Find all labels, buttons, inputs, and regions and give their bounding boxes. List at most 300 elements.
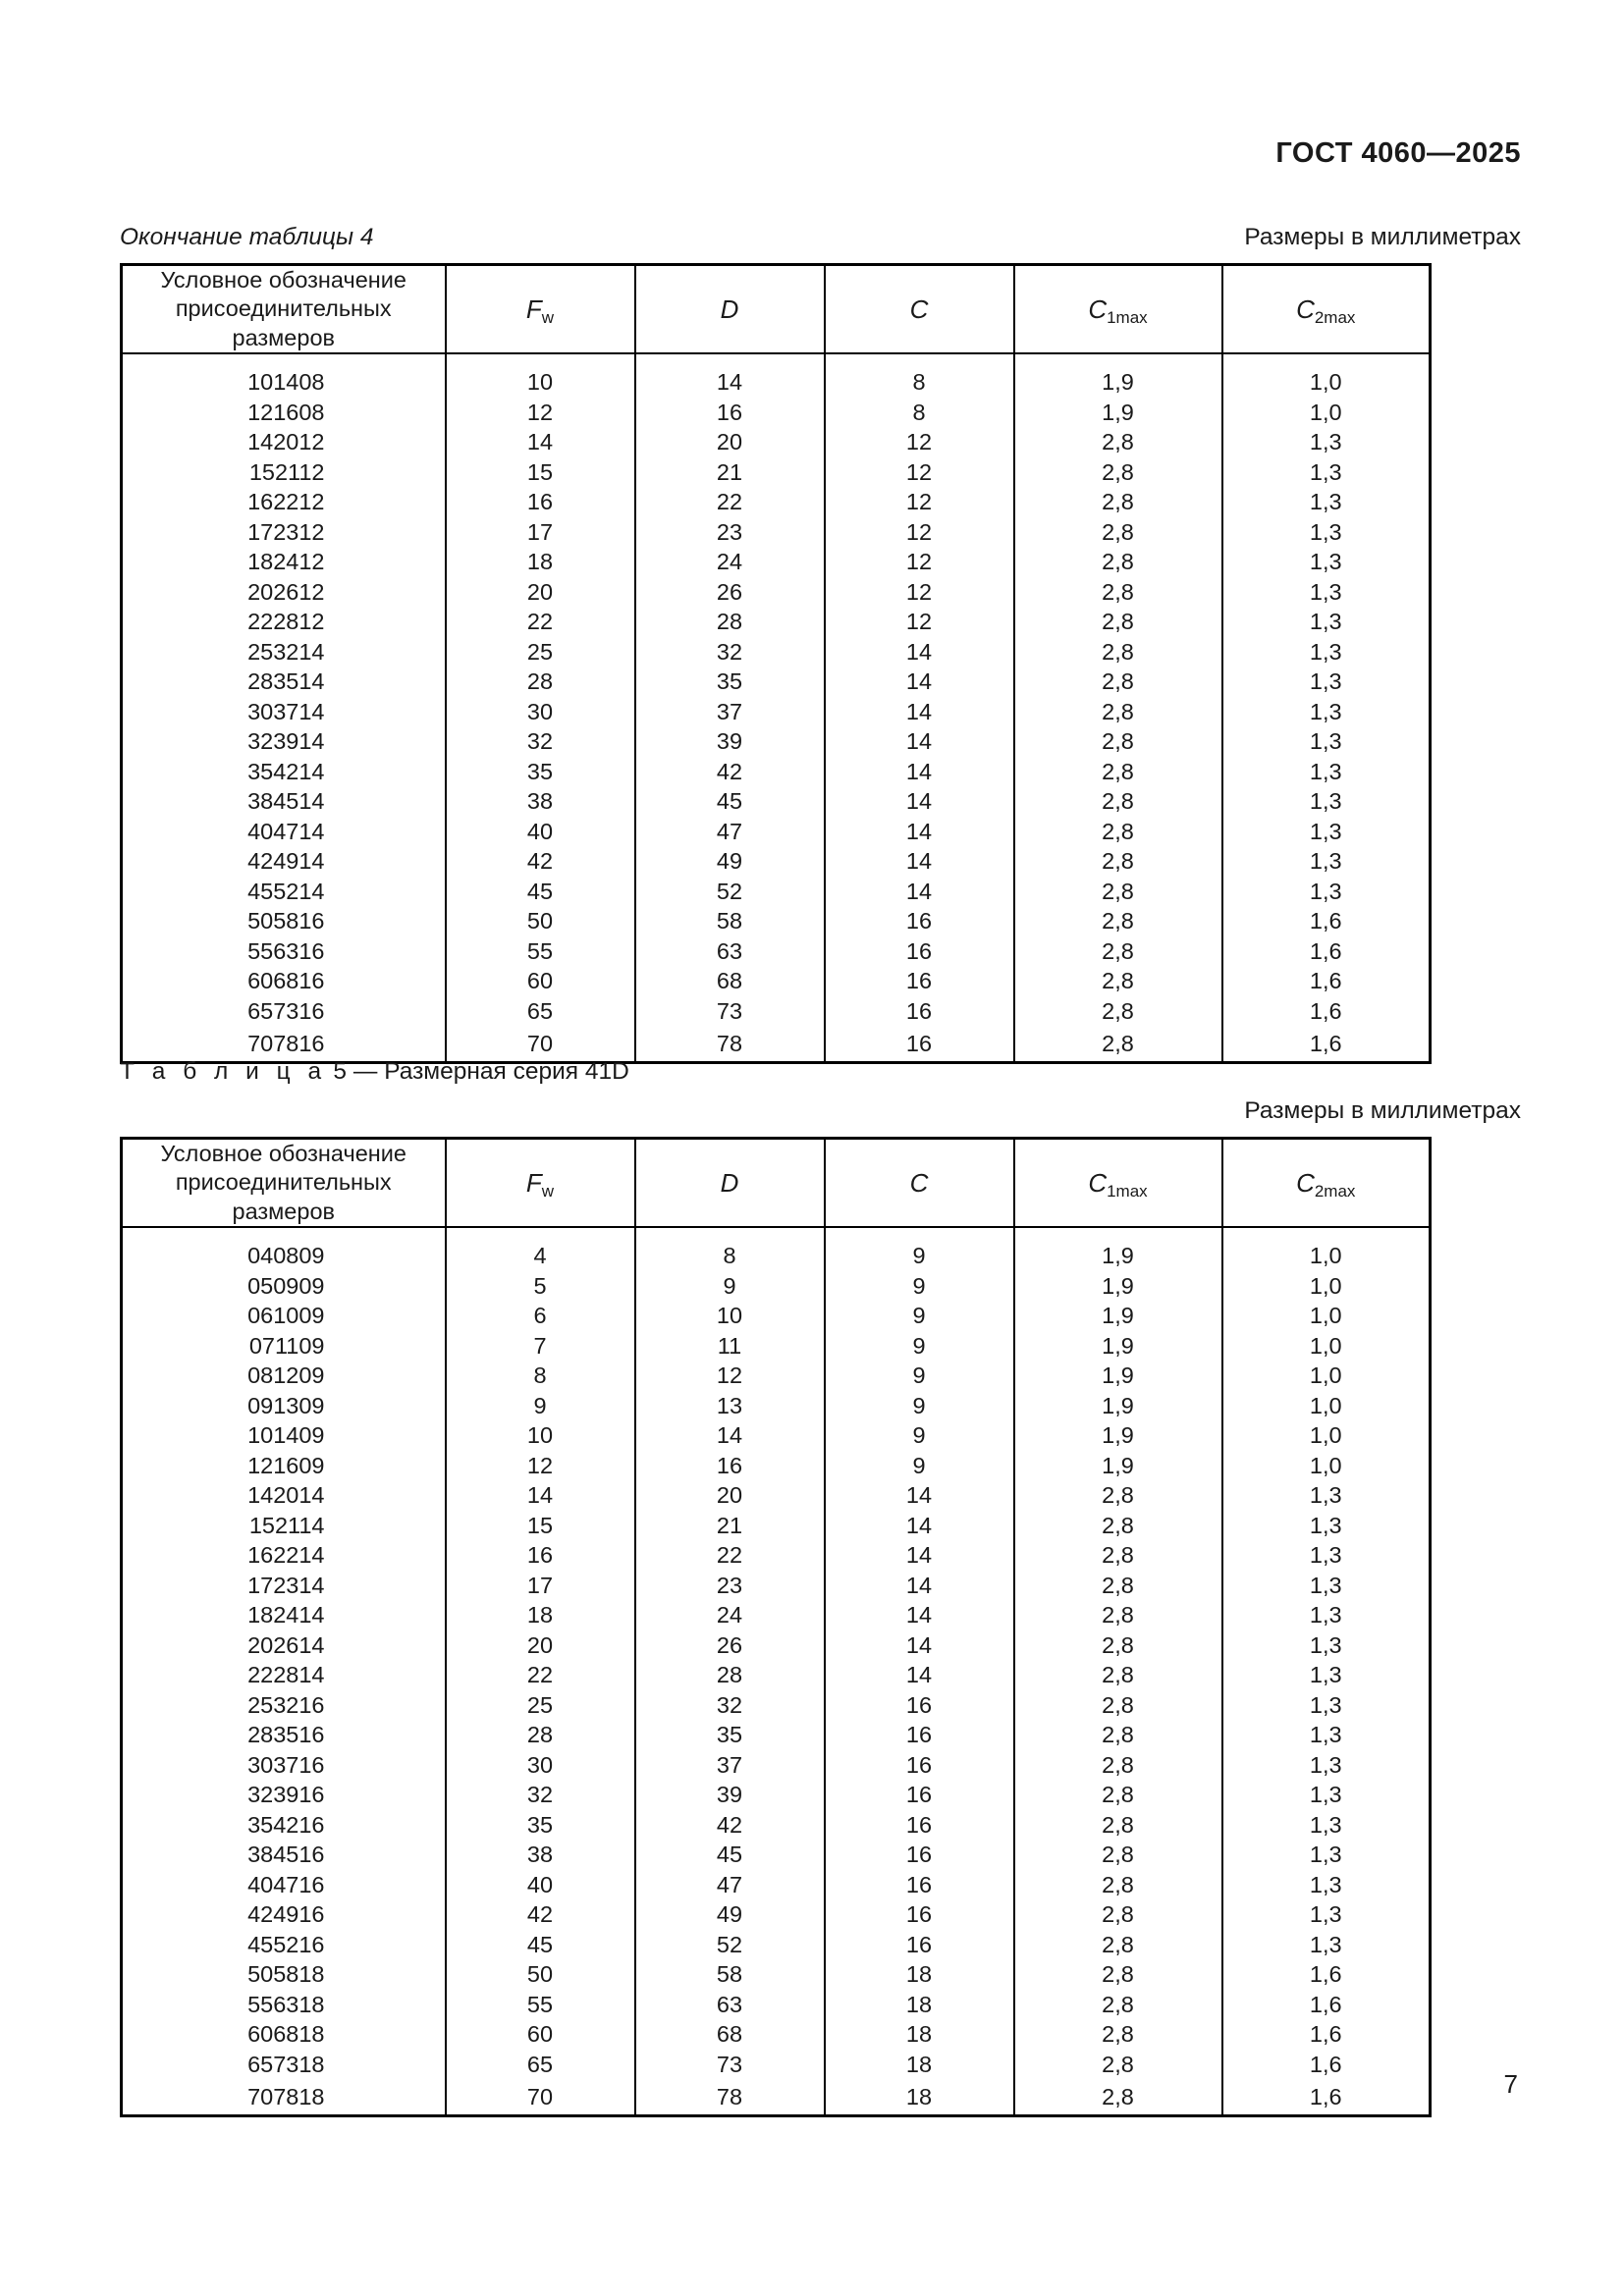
table4-units-note: Размеры в миллиметрах (1244, 224, 1521, 250)
cell-designation: 040809 (122, 1241, 446, 1271)
table-cell: 12 (825, 547, 1014, 577)
table5-caption-title: Размерная серия 41D (384, 1058, 629, 1085)
table-row (122, 1391, 1431, 1421)
column-header-designation (122, 265, 446, 354)
table5-caption (120, 1058, 629, 1086)
table-row (122, 726, 1431, 757)
cell-designation: 707818 (122, 2079, 446, 2116)
table-cell: 20 (446, 1630, 635, 1661)
table-cell: 2,8 (1014, 1780, 1222, 1810)
cell-designation: 384514 (122, 786, 446, 817)
table-cell: 7 (446, 1331, 635, 1362)
cell-designation: 162214 (122, 1540, 446, 1571)
table-cell: 42 (446, 1899, 635, 1930)
cell-designation: 323916 (122, 1780, 446, 1810)
table-cell: 1,6 (1222, 996, 1431, 1027)
table-row (122, 817, 1431, 847)
table-cell: 2,8 (1014, 1600, 1222, 1630)
table-cell: 1,3 (1222, 877, 1431, 907)
table-row (122, 1870, 1431, 1900)
table-cell: 14 (825, 1571, 1014, 1601)
table-cell: 55 (446, 936, 635, 967)
fw-symbol: F (525, 294, 542, 324)
cell-designation: 303716 (122, 1750, 446, 1781)
table-cell: 8 (635, 1241, 825, 1271)
table-cell: 16 (825, 996, 1014, 1027)
table-row (122, 367, 1431, 398)
cell-designation: 606816 (122, 966, 446, 996)
table-cell: 60 (446, 966, 635, 996)
table-cell: 38 (446, 786, 635, 817)
table-cell: 1,9 (1014, 1361, 1222, 1391)
table-cell: 16 (825, 1780, 1014, 1810)
table-row (122, 936, 1431, 967)
table-cell: 1,9 (1014, 1271, 1222, 1302)
table-cell: 49 (635, 1899, 825, 1930)
table-cell: 73 (635, 996, 825, 1027)
table-cell: 14 (825, 817, 1014, 847)
table-cell: 18 (825, 2019, 1014, 2050)
table-cell: 9 (446, 1391, 635, 1421)
table-cell: 45 (635, 786, 825, 817)
table-cell: 14 (825, 846, 1014, 877)
table-cell: 2,8 (1014, 1571, 1222, 1601)
table-cell: 2,8 (1014, 1990, 1222, 2020)
table-cell: 2,8 (1014, 1810, 1222, 1841)
table-row (122, 607, 1431, 637)
table-cell: 78 (635, 2079, 825, 2116)
table-cell: 1,3 (1222, 846, 1431, 877)
table-cell: 14 (825, 1511, 1014, 1541)
table-row (122, 2050, 1431, 2080)
designation-line-2: присоединительных размеров (175, 295, 392, 350)
fw-subscript: w (541, 1181, 555, 1201)
table-cell: 52 (635, 1930, 825, 1960)
table-cell: 12 (825, 427, 1014, 457)
cell-designation: 081209 (122, 1361, 446, 1391)
table-cell: 6 (446, 1301, 635, 1331)
table-cell: 45 (446, 1930, 635, 1960)
table-cell: 2,8 (1014, 1660, 1222, 1690)
table-cell: 32 (635, 1690, 825, 1721)
table-cell: 12 (825, 457, 1014, 488)
cell-designation: 101408 (122, 367, 446, 398)
table-cell: 1,3 (1222, 697, 1431, 727)
table4-caption-row (120, 224, 1521, 251)
table-cell: 70 (446, 2079, 635, 2116)
cell-designation: 071109 (122, 1331, 446, 1362)
table-cell: 9 (825, 1301, 1014, 1331)
table-cell: 2,8 (1014, 487, 1222, 517)
table5-caption-number: 5 (333, 1058, 348, 1085)
table-cell: 23 (635, 1571, 825, 1601)
table-cell: 13 (635, 1391, 825, 1421)
d-symbol: D (720, 294, 739, 324)
table-cell: 2,8 (1014, 1870, 1222, 1900)
table-cell: 14 (825, 1660, 1014, 1690)
table-cell: 16 (635, 398, 825, 428)
table-cell: 68 (635, 2019, 825, 2050)
table-cell: 9 (825, 1451, 1014, 1481)
table-cell: 2,8 (1014, 547, 1222, 577)
table-cell: 1,0 (1222, 1451, 1431, 1481)
table-cell: 14 (825, 1600, 1014, 1630)
table-cell: 35 (635, 667, 825, 697)
table-cell: 1,3 (1222, 786, 1431, 817)
table-cell: 25 (446, 1690, 635, 1721)
table-cell: 1,3 (1222, 517, 1431, 548)
cell-designation: 172312 (122, 517, 446, 548)
cell-designation: 182412 (122, 547, 446, 577)
table-cell: 20 (446, 577, 635, 608)
table-cell: 1,3 (1222, 1780, 1431, 1810)
table-cell: 1,0 (1222, 1271, 1431, 1302)
c2-symbol: C (1296, 1167, 1315, 1198)
table-cell: 1,9 (1014, 1331, 1222, 1362)
table-cell: 63 (635, 936, 825, 967)
cell-designation: 152112 (122, 457, 446, 488)
table-cell: 1,3 (1222, 1810, 1431, 1841)
table-row (122, 1241, 1431, 1271)
table4-header-rule (122, 353, 1431, 367)
table-cell: 16 (825, 1026, 1014, 1063)
cell-designation: 404714 (122, 817, 446, 847)
table-cell: 12 (825, 487, 1014, 517)
table-cell: 2,8 (1014, 1959, 1222, 1990)
table-cell: 12 (825, 577, 1014, 608)
table-cell: 2,8 (1014, 2079, 1222, 2116)
designation-line-1: Условное обозначение (160, 1141, 406, 1166)
table-cell: 9 (825, 1271, 1014, 1302)
c2-subscript: 2max (1314, 1181, 1356, 1201)
table-cell: 9 (635, 1271, 825, 1302)
table-cell: 1,3 (1222, 726, 1431, 757)
table-cell: 20 (635, 1480, 825, 1511)
table5-units-row (120, 1097, 1521, 1125)
table-cell: 2,8 (1014, 936, 1222, 967)
table-row (122, 1780, 1431, 1810)
table-row (122, 846, 1431, 877)
table-row (122, 1750, 1431, 1781)
table-cell: 2,8 (1014, 966, 1222, 996)
table-cell: 65 (446, 2050, 635, 2080)
table-cell: 16 (825, 1840, 1014, 1870)
table-cell: 1,0 (1222, 1420, 1431, 1451)
table-cell: 2,8 (1014, 2019, 1222, 2050)
table-cell: 1,6 (1222, 1026, 1431, 1063)
table-cell: 73 (635, 2050, 825, 2080)
table-row (122, 1720, 1431, 1750)
table-cell: 9 (825, 1361, 1014, 1391)
table-cell: 2,8 (1014, 1511, 1222, 1541)
c-symbol: C (909, 294, 929, 324)
table-cell: 42 (635, 757, 825, 787)
table-cell: 23 (635, 517, 825, 548)
table5-caption-dash: — (352, 1058, 378, 1085)
cell-designation: 606818 (122, 2019, 446, 2050)
table-cell: 14 (825, 1540, 1014, 1571)
table-cell: 16 (825, 1870, 1014, 1900)
table-cell: 16 (825, 906, 1014, 936)
table-cell: 9 (825, 1331, 1014, 1362)
table-cell: 14 (825, 877, 1014, 907)
table-cell: 2,8 (1014, 517, 1222, 548)
table-cell: 32 (635, 637, 825, 667)
cell-designation: 162212 (122, 487, 446, 517)
table-cell: 1,6 (1222, 2019, 1431, 2050)
table-cell: 11 (635, 1331, 825, 1362)
table-row (122, 757, 1431, 787)
cell-designation: 121609 (122, 1451, 446, 1481)
table5-header-rule (122, 1227, 1431, 1241)
cell-designation: 556316 (122, 936, 446, 967)
table-cell: 1,3 (1222, 1690, 1431, 1721)
table-cell: 45 (635, 1840, 825, 1870)
table-cell: 1,3 (1222, 667, 1431, 697)
table-cell: 16 (825, 1899, 1014, 1930)
table-cell: 4 (446, 1241, 635, 1271)
cell-designation: 202614 (122, 1630, 446, 1661)
table-cell: 2,8 (1014, 607, 1222, 637)
table-cell: 18 (825, 1990, 1014, 2020)
table-cell: 1,9 (1014, 367, 1222, 398)
table-cell: 1,3 (1222, 1480, 1431, 1511)
table-cell: 35 (635, 1720, 825, 1750)
table-cell: 1,6 (1222, 936, 1431, 967)
table-cell: 1,9 (1014, 1420, 1222, 1451)
table-cell: 12 (825, 517, 1014, 548)
table-cell: 78 (635, 1026, 825, 1063)
table-cell: 1,0 (1222, 1391, 1431, 1421)
table4-wrapper (120, 263, 1429, 1064)
table-cell: 2,8 (1014, 2050, 1222, 2080)
table-cell: 1,3 (1222, 1750, 1431, 1781)
table-cell: 50 (446, 1959, 635, 1990)
table-cell: 2,8 (1014, 1840, 1222, 1870)
cell-designation: 707816 (122, 1026, 446, 1063)
table-row (122, 1571, 1431, 1601)
table-cell: 2,8 (1014, 637, 1222, 667)
table-cell: 1,0 (1222, 1241, 1431, 1271)
table-cell: 60 (446, 2019, 635, 2050)
column-header-c2max (1222, 265, 1431, 354)
table-cell: 37 (635, 1750, 825, 1781)
table-cell: 14 (825, 726, 1014, 757)
table-cell: 1,3 (1222, 1930, 1431, 1960)
table-cell: 49 (635, 846, 825, 877)
table-row (122, 1899, 1431, 1930)
c1-symbol: C (1088, 294, 1108, 324)
table-cell: 16 (825, 1750, 1014, 1781)
c1-subscript: 1max (1107, 1181, 1148, 1201)
column-header-c2max (1222, 1139, 1431, 1228)
column-header-d (635, 265, 825, 354)
table-cell: 16 (446, 487, 635, 517)
table-cell: 22 (635, 1540, 825, 1571)
column-header-c (825, 1139, 1014, 1228)
table-cell: 2,8 (1014, 1930, 1222, 1960)
table-row (122, 1540, 1431, 1571)
table-cell: 14 (825, 1630, 1014, 1661)
table-row (122, 1930, 1431, 1960)
table-cell: 35 (446, 1810, 635, 1841)
table-cell: 1,3 (1222, 1630, 1431, 1661)
table-cell: 1,9 (1014, 1391, 1222, 1421)
cell-designation: 455214 (122, 877, 446, 907)
table-cell: 2,8 (1014, 1899, 1222, 1930)
table-row (122, 517, 1431, 548)
table-cell: 1,3 (1222, 1511, 1431, 1541)
table-cell: 1,3 (1222, 487, 1431, 517)
cell-designation: 253216 (122, 1690, 446, 1721)
table-row (122, 697, 1431, 727)
table-row (122, 667, 1431, 697)
table-row (122, 547, 1431, 577)
table-row (122, 1301, 1431, 1331)
cell-designation: 172314 (122, 1571, 446, 1601)
table-cell: 28 (446, 1720, 635, 1750)
page-number: 7 (1503, 2069, 1518, 2099)
cell-designation: 303714 (122, 697, 446, 727)
cell-designation: 354214 (122, 757, 446, 787)
table-cell: 14 (635, 367, 825, 398)
table5-header-row (122, 1139, 1431, 1228)
table-cell: 18 (825, 2079, 1014, 2116)
table5 (120, 1137, 1432, 2117)
table-cell: 21 (635, 457, 825, 488)
table-row (122, 487, 1431, 517)
table-cell: 1,3 (1222, 1660, 1431, 1690)
table-cell: 2,8 (1014, 817, 1222, 847)
table5-caption-row (120, 1058, 1521, 1086)
cell-designation: 121608 (122, 398, 446, 428)
table-cell: 2,8 (1014, 906, 1222, 936)
cell-designation: 050909 (122, 1271, 446, 1302)
c2-symbol: C (1296, 294, 1315, 324)
table-row (122, 427, 1431, 457)
cell-designation: 455216 (122, 1930, 446, 1960)
table-cell: 2,8 (1014, 877, 1222, 907)
table-cell: 22 (446, 607, 635, 637)
table-cell: 1,3 (1222, 1899, 1431, 1930)
cell-designation: 142012 (122, 427, 446, 457)
table-cell: 16 (825, 1930, 1014, 1960)
table-row (122, 1660, 1431, 1690)
cell-designation: 253214 (122, 637, 446, 667)
table-cell: 2,8 (1014, 667, 1222, 697)
table-row (122, 577, 1431, 608)
table-cell: 18 (446, 547, 635, 577)
table-cell: 1,3 (1222, 817, 1431, 847)
table-cell: 70 (446, 1026, 635, 1063)
table-cell: 22 (635, 487, 825, 517)
table-cell: 14 (825, 637, 1014, 667)
table-cell: 1,3 (1222, 1720, 1431, 1750)
table-cell: 63 (635, 1990, 825, 2020)
cell-designation: 182414 (122, 1600, 446, 1630)
table-cell: 52 (635, 877, 825, 907)
table-cell: 1,0 (1222, 1301, 1431, 1331)
cell-designation: 222812 (122, 607, 446, 637)
table-cell: 28 (446, 667, 635, 697)
table-cell: 8 (825, 398, 1014, 428)
column-header-c1max (1014, 1139, 1222, 1228)
table-cell: 2,8 (1014, 1750, 1222, 1781)
cell-designation: 424916 (122, 1899, 446, 1930)
table5-wrapper (120, 1137, 1429, 2117)
table-row (122, 398, 1431, 428)
table-cell: 1,6 (1222, 2050, 1431, 2080)
table-cell: 1,3 (1222, 457, 1431, 488)
table-cell: 16 (825, 936, 1014, 967)
table-cell: 1,0 (1222, 398, 1431, 428)
table-row (122, 2019, 1431, 2050)
table-cell: 2,8 (1014, 427, 1222, 457)
cell-designation: 202612 (122, 577, 446, 608)
table-cell: 18 (825, 1959, 1014, 1990)
table-row (122, 1480, 1431, 1511)
table-cell: 17 (446, 517, 635, 548)
table-cell: 15 (446, 1511, 635, 1541)
table-row (122, 877, 1431, 907)
table-row (122, 637, 1431, 667)
column-header-c1max (1014, 265, 1222, 354)
column-header-fw (446, 1139, 635, 1228)
table-cell: 20 (635, 427, 825, 457)
table-cell: 35 (446, 757, 635, 787)
table-row (122, 457, 1431, 488)
table-cell: 37 (635, 697, 825, 727)
table-cell: 1,6 (1222, 2079, 1431, 2116)
table-cell: 1,9 (1014, 1301, 1222, 1331)
table-cell: 2,8 (1014, 1690, 1222, 1721)
table-cell: 18 (825, 2050, 1014, 2080)
table-cell: 1,3 (1222, 427, 1431, 457)
table-cell: 14 (635, 1420, 825, 1451)
table-row (122, 1420, 1431, 1451)
table4 (120, 263, 1432, 1064)
column-header-c (825, 265, 1014, 354)
column-header-designation (122, 1139, 446, 1228)
table-cell: 1,0 (1222, 1361, 1431, 1391)
cell-designation: 384516 (122, 1840, 446, 1870)
table-row (122, 1511, 1431, 1541)
table-cell: 1,0 (1222, 1331, 1431, 1362)
table-cell: 8 (446, 1361, 635, 1391)
table-cell: 40 (446, 1870, 635, 1900)
cell-designation: 657318 (122, 2050, 446, 2080)
table-cell: 58 (635, 1959, 825, 1990)
cell-designation: 283514 (122, 667, 446, 697)
fw-symbol: F (525, 1167, 542, 1198)
table-cell: 30 (446, 697, 635, 727)
table-cell: 32 (446, 1780, 635, 1810)
table-cell: 14 (825, 757, 1014, 787)
table-cell: 38 (446, 1840, 635, 1870)
table-cell: 1,9 (1014, 1241, 1222, 1271)
table-cell: 15 (446, 457, 635, 488)
table-cell: 2,8 (1014, 577, 1222, 608)
table-cell: 14 (446, 1480, 635, 1511)
table-cell: 40 (446, 817, 635, 847)
table-row (122, 1600, 1431, 1630)
table-cell: 9 (825, 1420, 1014, 1451)
table-cell: 39 (635, 726, 825, 757)
table5-header (122, 1139, 1431, 1228)
table-cell: 22 (446, 1660, 635, 1690)
table-cell: 1,9 (1014, 1451, 1222, 1481)
table-cell: 16 (825, 1690, 1014, 1721)
